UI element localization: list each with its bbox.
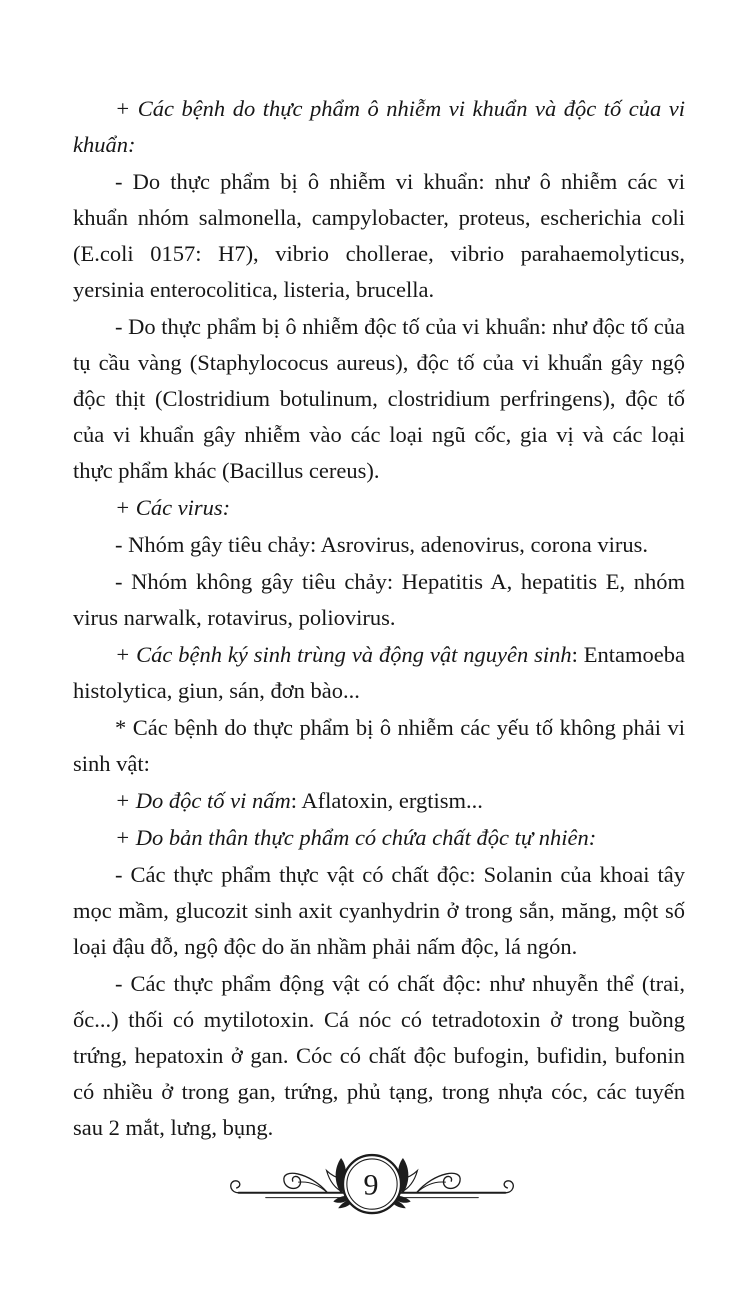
paragraph-plant-toxins [73, 857, 685, 965]
paragraph-bacteria-contamination [73, 164, 685, 308]
page-footer [227, 1144, 517, 1228]
paragraph-heading-natural-toxins [73, 820, 685, 856]
paragraph-animal-toxins [73, 966, 685, 1146]
paragraph-normal-text: * Các bệnh do thực phẩm bị ô nhiễm các yếu tố không phải vi sinh vật: [73, 715, 685, 776]
paragraph-italic-text: + Các bệnh ký sinh trùng và động vật nguyên sinh [115, 642, 572, 667]
page-ornament-icon [227, 1144, 517, 1228]
paragraph-italic-text: + Các virus: [115, 495, 231, 520]
paragraph-normal-text: - Nhóm không gây tiêu chảy: Hepatitis A, hepatitis E, nhóm virus narwalk, rotavirus, poliovirus. [73, 569, 685, 630]
paragraph-normal-text: : Aflatoxin, ergtism... [290, 788, 483, 813]
paragraph-italic-text: + Do bản thân thực phẩm có chứa chất độc tự nhiên: [115, 825, 597, 850]
page-text [73, 91, 685, 1147]
paragraph-mycotoxins [73, 783, 685, 819]
paragraph-normal-text: - Do thực phẩm bị ô nhiễm độc tố của vi khuẩn: như độc tố của tụ cầu vàng (Staphylococus aureus), độc tố của vi khuẩn gây ngộ độc thịt (Clostridium botulinum, clostridium perfringens), độc tố của vi khuẩn gây nhiễm vào các loại ngũ cốc, gia vị và các loại thực phẩm khác (Bacillus cereus). [73, 314, 685, 483]
paragraph-heading-non-microbial [73, 710, 685, 782]
paragraph-normal-text: - Nhóm gây tiêu chảy: Asrovirus, adenovirus, corona virus. [115, 532, 649, 557]
paragraph-diarrhea-viruses [73, 527, 685, 563]
paragraph-italic-text: + Do độc tố vi nấm [115, 788, 291, 813]
paragraph-normal-text: : Entamoeba histolytica, giun, sán, đơn bào... [73, 642, 685, 703]
paragraph-normal-text: - Các thực phẩm động vật có chất độc: như nhuyễn thể (trai, ốc...) thối có mytilotoxin. Cá nóc có tetradotoxin ở trong buồng trứng, hepatoxin ở gan. Cóc có chất độc bufogin, bufidin, bufonin có nhiều ở trong gan, trứng, phủ tạng, trong nhựa cóc, các tuyến sau 2 mắt, lưng, bụng. [73, 971, 685, 1140]
page-number: 9 [363, 1168, 379, 1202]
paragraph-heading-viruses [73, 490, 685, 526]
paragraph-non-diarrhea-viruses [73, 564, 685, 636]
paragraph-normal-text: - Các thực phẩm thực vật có chất độc: Solanin của khoai tây mọc mầm, glucozit sinh axit cyanhydrin ở trong sắn, măng, một số loại đậu đỗ, ngộ độc do ăn nhầm phải nấm độc, lá ngón. [73, 862, 685, 959]
paragraph-bacterial-toxins [73, 309, 685, 489]
paragraph-italic-text: + Các bệnh do thực phẩm ô nhiễm vi khuẩn và độc tố của vi khuẩn: [73, 96, 685, 157]
paragraph-heading-bacteria [73, 91, 685, 163]
paragraph-normal-text: - Do thực phẩm bị ô nhiễm vi khuẩn: như ô nhiễm các vi khuẩn nhóm salmonella, campylobacter, proteus, escherichia coli (E.coli 0157: H7), vibrio chollerae, vibrio parahaemolyticus, yersinia enterocolitica, listeria, brucella. [73, 169, 685, 302]
paragraph-parasites [73, 637, 685, 709]
